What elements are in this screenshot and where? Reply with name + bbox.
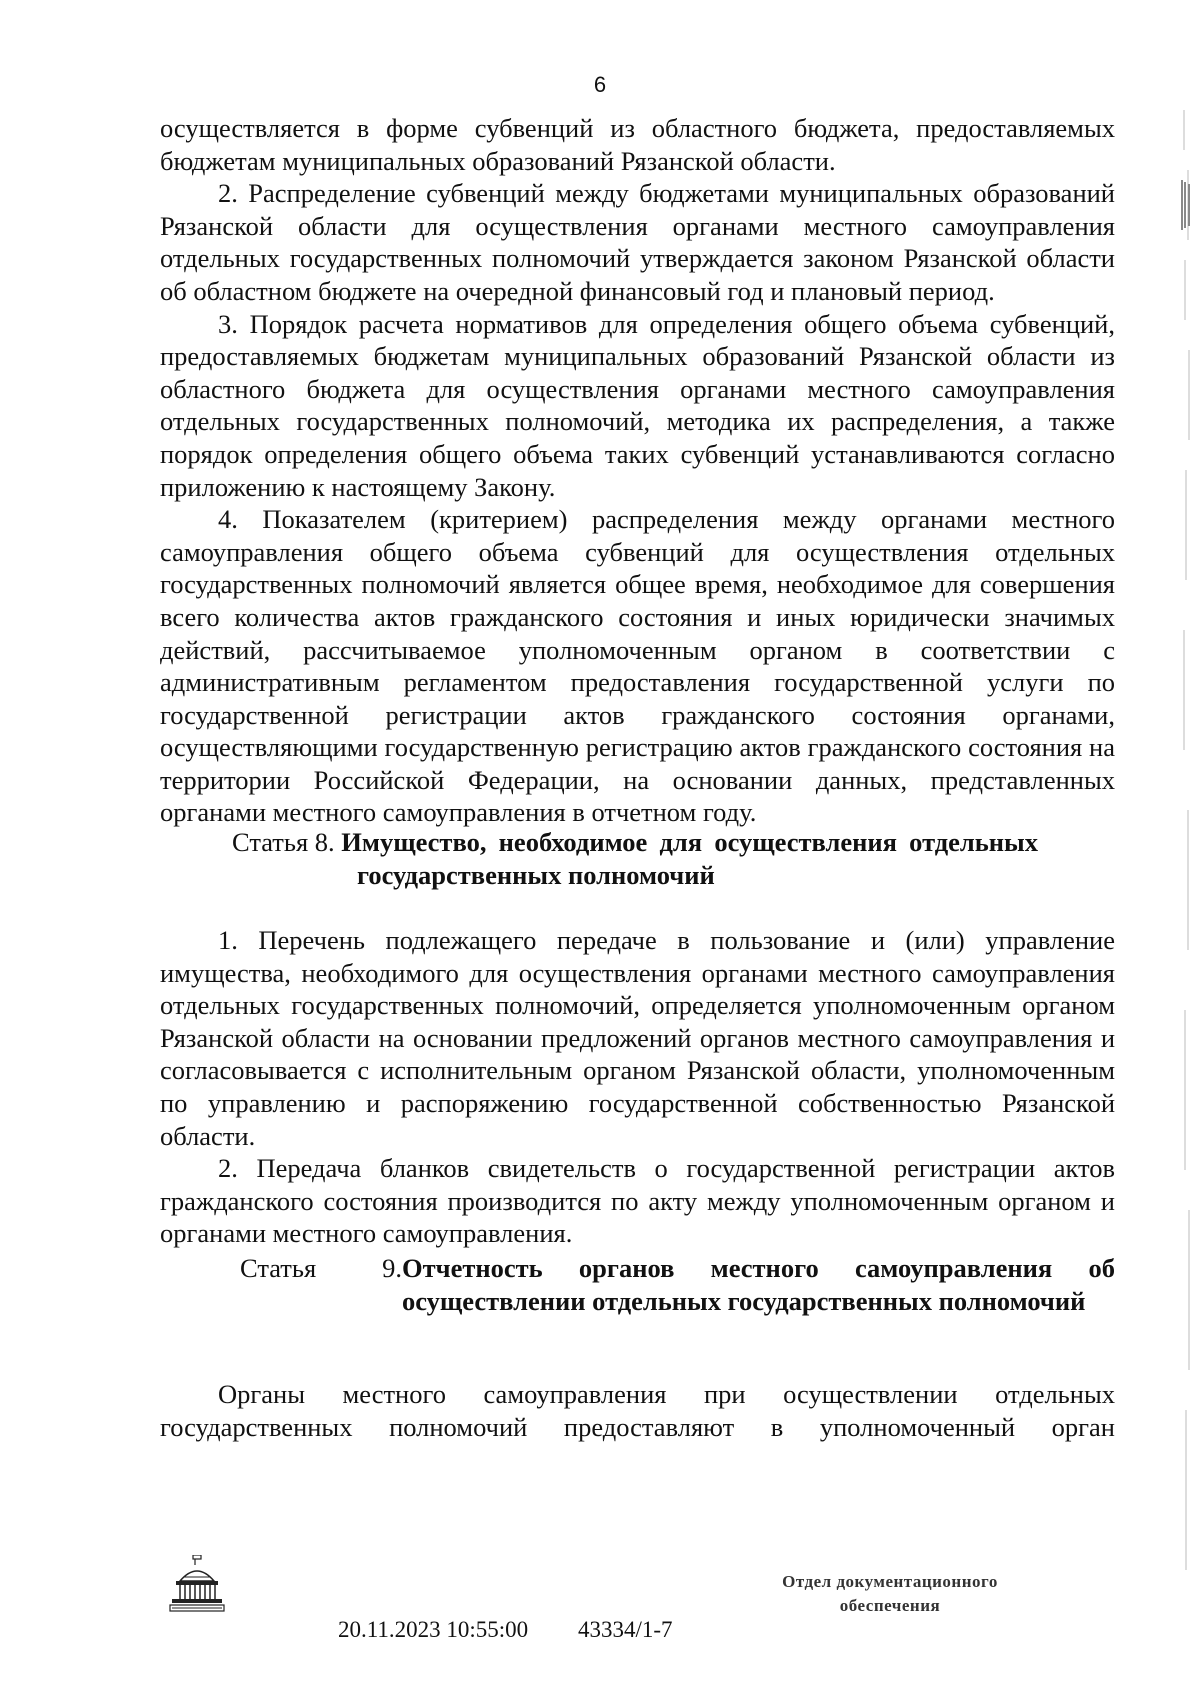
paragraph-continuation: осуществляется в форме субвенций из областного бюджета, предоставляемых бюджетам муниципальных образований Рязанской области. [160,113,1115,176]
article-8-title-line1: Имущество, необходимое для осуществления отдельных [341,827,1038,857]
article-8-paragraph-1: 1. Перечень подлежащего передаче в пользование и (или) управление имущества, необходимого для осуществления органами местного самоуправления отдельных государственных полномочий, определяется уполномоченным органом Рязанской области на основании предложений органов местного самоуправления и согласовывается с исполнительным органом Рязанской области, уполномоченным по управлению и распоряжению государственной собственностью Рязанской области. [160,925,1115,1151]
paragraph-item-4: 4. Показателем (критерием) распределения между органами местного самоуправления общего объема субвенций для осуществления отдельных государственных полномочий является общее время, необходимое для совершения всего количества актов гражданского состояния и иных юридически значимых действий, рассчитываемое уполномоченным органом в соответствии с административным регламентом предоставления государственной услуги по государственной регистрации актов гражданского состояния органами, осуществляющими государственную регистрацию актов гражданского состояния на территории Российской Федерации, на основании данных, представленных органами местного самоуправления в отчетном году. [160,504,1115,828]
article-9-heading [240,1252,1115,1317]
stamp-line-2: обеспечения [839,1596,941,1615]
article-9-title: Отчетность органов местного самоуправления об осуществлении отдельных государственных полномочий [402,1253,1115,1316]
paragraph-item-2: 2. Распределение субвенций между бюджетами муниципальных образований Рязанской области для осуществления органами местного самоуправления отдельных государственных полномочий утверждается законом Рязанской области об областном бюджете на очередной финансовый год и плановый период. [160,178,1115,306]
page-number: 6 [593,72,607,97]
footer-date: 20.11.2023 10:55:00 [338,1617,529,1642]
department-stamp [745,1570,1035,1618]
footer-registration-number: 43334/1-7 [578,1617,673,1642]
article-8-title-line2: государственных полномочий [357,859,715,890]
article-9-text-block [160,1378,1115,1443]
article-9-paragraph-1: Органы местного самоуправления при осуществлении отдельных государственных полномочий предоставляют в уполномоченный орган [160,1379,1115,1442]
article-8-heading [232,826,1200,891]
article-9-prefix: Статья 9. [240,1253,402,1283]
duma-building-logo-icon [168,1555,226,1615]
top-text-block [160,112,1115,829]
article-8-paragraph-2: 2. Передача бланков свидетельств о государственной регистрации актов гражданского состояния производится по акту между уполномоченным органом и органами местного самоуправления. [160,1153,1115,1249]
scan-margin-marks [1180,110,1194,1590]
article-8-text-block [160,924,1115,1250]
stamp-line-1: Отдел документационного [782,1572,998,1591]
paragraph-item-3: 3. Порядок расчета нормативов для определения общего объема субвенций, предоставляемых бюджетам муниципальных образований Рязанской области из областного бюджета для осуществления органами местного самоуправления отдельных государственных полномочий, методика их распределения, а также порядок определения общего объема таких субвенций устанавливаются согласно приложению к настоящему Закону. [160,308,1115,502]
article-8-prefix: Статья 8. [232,827,335,857]
